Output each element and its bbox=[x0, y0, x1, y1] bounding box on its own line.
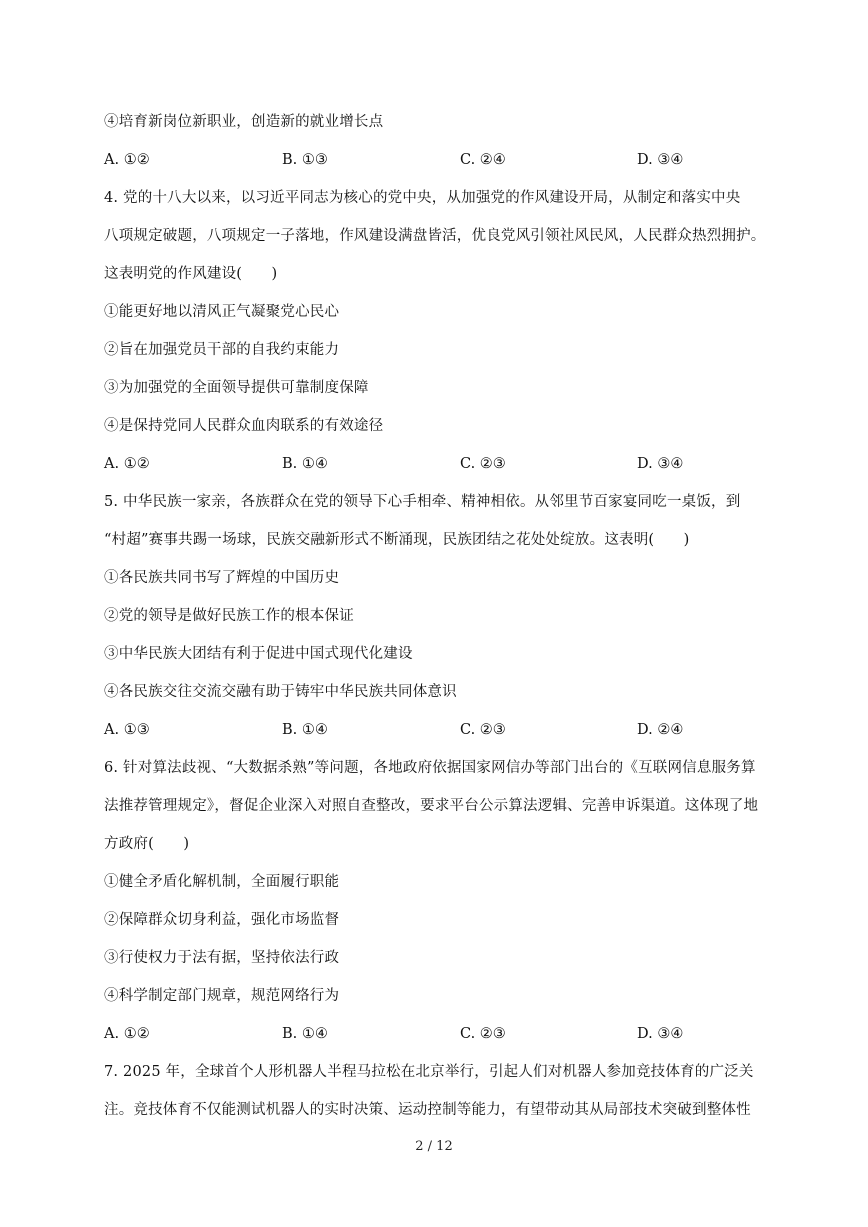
q4-statement-3: ③为加强党的全面领导提供可靠制度保障 bbox=[104, 380, 369, 396]
q3-statement-4: ④培育新岗位新职业，创造新的就业增长点 bbox=[104, 114, 384, 130]
q5-statement-1: ①各民族共同书写了辉煌的中国历史 bbox=[104, 570, 340, 586]
q4-option-d[interactable]: D. ③④ bbox=[637, 456, 684, 472]
q3-option-c[interactable]: C. ②④ bbox=[460, 152, 506, 168]
q4-stem-line-2: 八项规定破题，八项规定一子落地，作风建设满盘皆活，优良党风引领社风民风，人民群众热烈拥护。 bbox=[104, 228, 766, 244]
q6-stem-line-3: 方政府( ) bbox=[104, 836, 190, 852]
q4-option-b[interactable]: B. ①④ bbox=[282, 456, 328, 472]
q6-option-c[interactable]: C. ②③ bbox=[460, 1026, 506, 1042]
q4-option-a[interactable]: A. ①② bbox=[104, 456, 150, 472]
q4-option-c[interactable]: C. ②③ bbox=[460, 456, 506, 472]
q6-options bbox=[104, 1024, 804, 1044]
q6-option-d[interactable]: D. ③④ bbox=[637, 1026, 684, 1042]
q5-stem-line-1: 5. 中华民族一家亲，各族群众在党的领导下心手相牵、精神相依。从邻里节百家宴同吃一桌饭，到 bbox=[104, 494, 741, 510]
q6-option-a[interactable]: A. ①② bbox=[104, 1026, 150, 1042]
q5-option-d[interactable]: D. ②④ bbox=[637, 722, 684, 738]
q4-options bbox=[104, 454, 804, 474]
q4-stem-line-1: 4. 党的十八大以来，以习近平同志为核心的党中央，从加强党的作风建设开局，从制定和落实中央 bbox=[104, 190, 741, 206]
q5-statement-3: ③中华民族大团结有利于促进中国式现代化建设 bbox=[104, 646, 413, 662]
q4-statement-4: ④是保持党同人民群众血肉联系的有效途径 bbox=[104, 418, 384, 434]
q6-statement-4: ④科学制定部门规章，规范网络行为 bbox=[104, 988, 340, 1004]
q3-option-b[interactable]: B. ①③ bbox=[282, 152, 328, 168]
q7-stem-line-2: 注。竞技体育不仅能测试机器人的实时决策、运动控制等能力，有望带动其从局部技术突破到整体性 bbox=[104, 1102, 751, 1118]
q3-option-d[interactable]: D. ③④ bbox=[637, 152, 684, 168]
q5-option-b[interactable]: B. ①④ bbox=[282, 722, 328, 738]
q5-option-a[interactable]: A. ①③ bbox=[104, 722, 150, 738]
q3-options bbox=[104, 150, 804, 170]
q5-statement-2: ②党的领导是做好民族工作的根本保证 bbox=[104, 608, 354, 624]
q6-stem-line-1: 6. 针对算法歧视、“大数据杀熟”等问题，各地政府依据国家网信办等部门出台的《互联网信息服务算 bbox=[104, 760, 756, 776]
q4-statement-2: ②旨在加强党员干部的自我约束能力 bbox=[104, 342, 340, 358]
q4-stem-line-3: 这表明党的作风建设( ) bbox=[104, 266, 278, 282]
q6-stem-line-2: 法推荐管理规定》，督促企业深入对照自查整改，要求平台公示算法逻辑、完善申诉渠道。这体现了地 bbox=[104, 798, 759, 814]
page-number: 2 / 12 bbox=[415, 1139, 453, 1154]
q7-stem-line-1: 7. 2025 年，全球首个人形机器人半程马拉松在北京举行，引起人们对机器人参加竞技体育的广泛关 bbox=[104, 1064, 754, 1080]
q4-statement-1: ①能更好地以清风正气凝聚党心民心 bbox=[104, 304, 340, 320]
q5-options bbox=[104, 720, 804, 740]
q5-stem-line-2: “村超”赛事共踢一场球，民族交融新形式不断涌现，民族团结之花处处绽放。这表明( ) bbox=[104, 532, 690, 548]
q3-option-a[interactable]: A. ①② bbox=[104, 152, 150, 168]
q6-statement-1: ①健全矛盾化解机制，全面履行职能 bbox=[104, 874, 340, 890]
q5-option-c[interactable]: C. ②③ bbox=[460, 722, 506, 738]
q6-statement-3: ③行使权力于法有据，坚持依法行政 bbox=[104, 950, 340, 966]
q5-statement-4: ④各民族交往交流交融有助于铸牢中华民族共同体意识 bbox=[104, 684, 457, 700]
q6-option-b[interactable]: B. ①④ bbox=[282, 1026, 328, 1042]
q6-statement-2: ②保障群众切身利益，强化市场监督 bbox=[104, 912, 340, 928]
